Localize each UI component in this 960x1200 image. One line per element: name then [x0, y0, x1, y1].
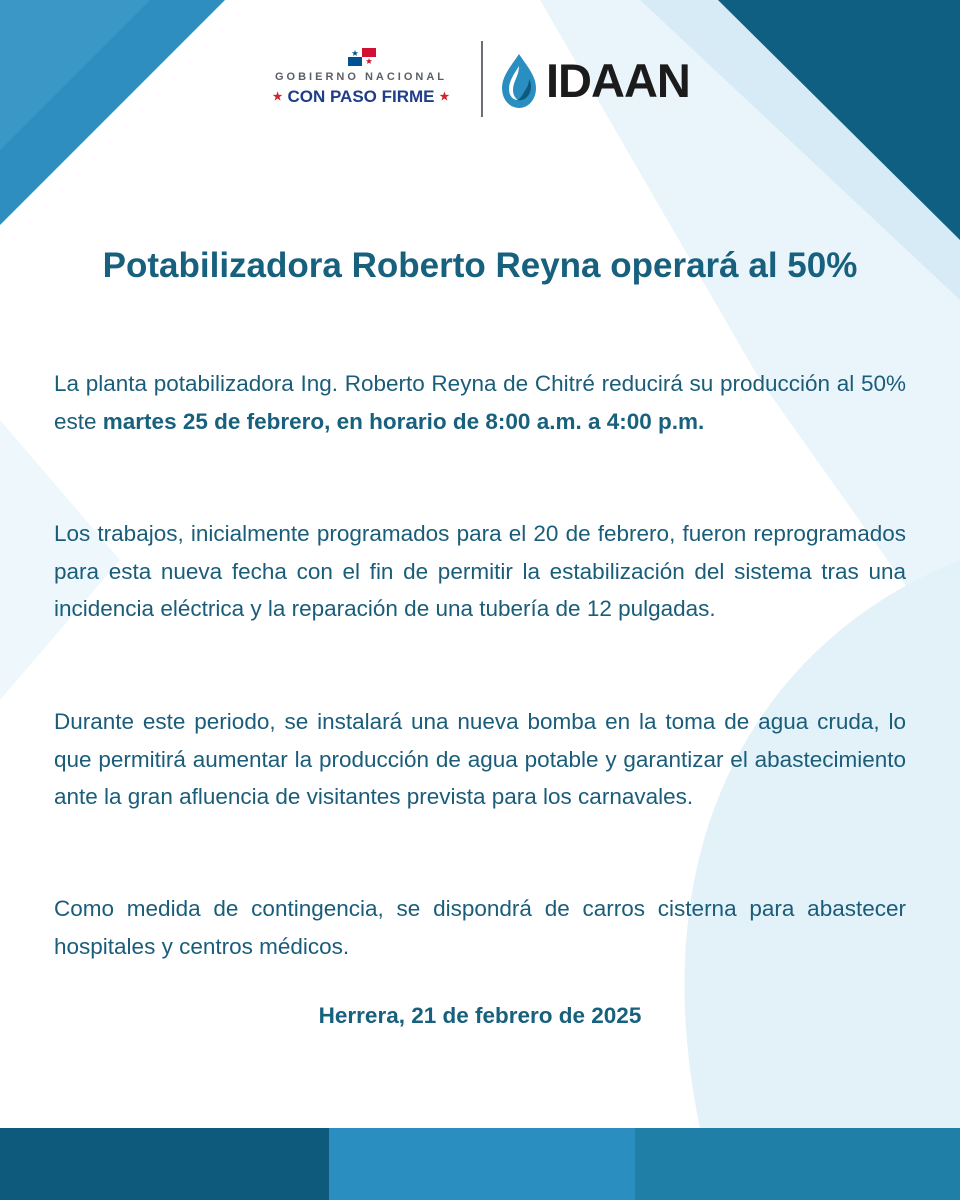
slogan-text: CON PASO FIRME: [287, 87, 435, 106]
logo-divider: [481, 41, 483, 117]
footer-stripe-mid: [329, 1128, 635, 1200]
government-logo: [252, 46, 470, 112]
water-drop-icon: [498, 52, 540, 110]
page-title: Potabilizadora Roberto Reyna operará al 50%: [102, 246, 858, 285]
footer-stripe-dark: [0, 1128, 329, 1200]
paragraph-1-text: La planta potabilizadora Ing. Roberto Reyna de Chitré reducirá su producción al 50% este: [54, 371, 906, 434]
dateline: Herrera, 21 de febrero de 2025: [318, 1003, 642, 1028]
idaan-wordmark: IDAAN: [546, 54, 690, 107]
bg-light-curve: [685, 560, 960, 1128]
footer-stripe-teal: [635, 1128, 960, 1200]
star-icon: ★: [272, 91, 283, 103]
idaan-logo: [498, 46, 708, 110]
government-slogan: [252, 87, 470, 107]
government-name: GOBIERNO NACIONAL: [275, 71, 447, 83]
paragraph-1: [54, 365, 906, 440]
footer-stripes: [0, 1128, 960, 1200]
paragraph-1-bold: martes 25 de febrero, en horario de 8:00 a.m. a 4:00 p.m.: [102, 408, 705, 434]
paragraph-2: Los trabajos, inicialmente programados para el 20 de febrero, fueron reprogramados para esta nueva fecha con el fin de permitir la estabilización del sistema tras una incidencia eléctrica y la reparación de una tubería de 12 pulgadas.: [54, 521, 906, 621]
header: [0, 38, 960, 118]
panama-flag-icon: [348, 48, 376, 66]
paragraph-4: Como medida de contingencia, se dispondrá de carros cisterna para abastecer hospitales y centros médicos.: [54, 896, 906, 959]
paragraph-3: Durante este periodo, se instalará una nueva bomba en la toma de agua cruda, lo que permitirá aumentar la producción de agua potable y garantizar el abastecimiento ante la gran afluencia de visitantes prevista para los carnavales.: [54, 709, 906, 809]
star-icon: ★: [439, 91, 450, 103]
